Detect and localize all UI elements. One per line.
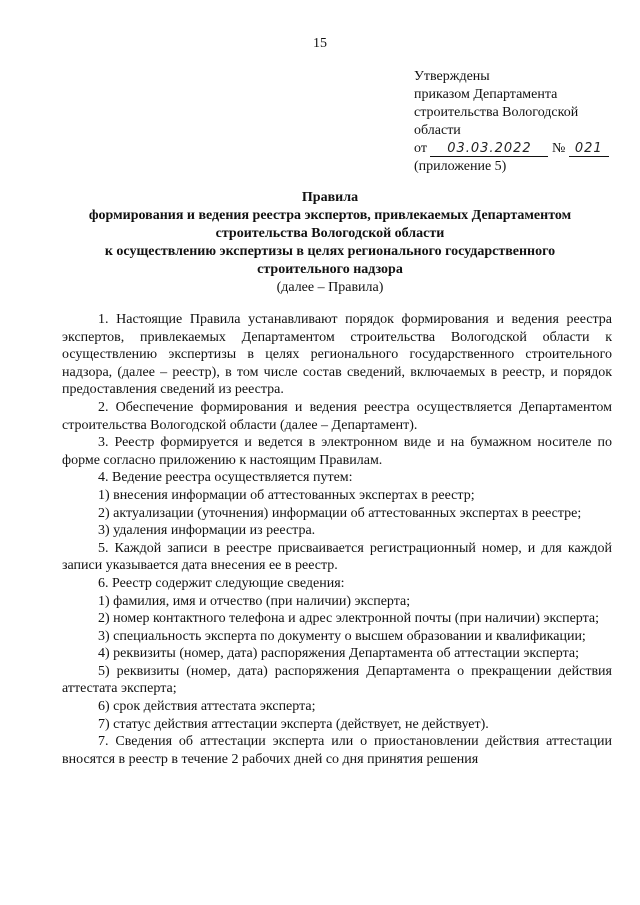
title-line-6: (далее – Правила) — [276, 280, 384, 295]
paragraph: 3) специальность эксперта по документу о высшем образовании и квалификации; — [98, 628, 586, 644]
paragraph: 4) реквизиты (номер, дата) распоряжения Департамента об аттестации эксперта; — [98, 646, 579, 662]
paragraph: 3. Реестр формируется и ведется в электронном виде и на бумажном носителе по форме согласно приложению к настоящим Правилам. — [62, 435, 612, 468]
paragraph: 6. Реестр содержит следующие сведения: — [98, 575, 345, 591]
paragraph: 4. Ведение реестра осуществляется путем: — [98, 470, 353, 486]
title-line-5: строительного надзора — [257, 262, 403, 277]
title-line-4: к осуществлению экспертизы в целях регионального государственного — [104, 244, 556, 259]
paragraph: 7. Сведения об аттестации эксперта или о приостановлении действия аттестации вносятся в реестр в течение 2 рабочих дней со дня принятия решения — [62, 734, 612, 767]
approval-line-2: приказом Департамента — [414, 87, 558, 102]
paragraph: 5) реквизиты (номер, дата) распоряжения Департамента о прекращении действия аттестата эксперта; — [62, 663, 612, 697]
paragraph: 1) внесения информации об аттестованных экспертах в реестр; — [98, 487, 475, 503]
approval-line-4: области — [414, 123, 461, 138]
paragraph: 1) фамилия, имя и отчество (при наличии) эксперта; — [98, 593, 411, 609]
number-sign: № — [551, 141, 566, 156]
paragraph: 2) актуализации (уточнения) информации об аттестованных экспертах в реестре; — [98, 505, 582, 521]
rules-body — [62, 311, 612, 768]
approval-date: 03.03.2022 — [430, 141, 548, 157]
paragraph: 7) статус действия аттестации эксперта (действует, не действует). — [98, 716, 489, 732]
paragraph: 2. Обеспечение формирования и ведения реестра осуществляется Департаментом строительства Вологодской области (далее – Департамент). — [62, 399, 612, 433]
approval-number: 021 — [569, 141, 609, 157]
page-number: 15 — [313, 36, 327, 51]
paragraph: 2) номер контактного телефона и адрес электронной почты (при наличии) эксперта; — [98, 611, 600, 627]
paragraph: 6) срок действия аттестата эксперта; — [98, 699, 316, 715]
approval-stamp-block — [414, 68, 609, 176]
rules-title — [40, 189, 620, 297]
paragraph: 5. Каждой записи в реестре присваивается регистрационный номер, и для каждой записи указывается дата внесения ее в реестр. — [62, 540, 612, 574]
approval-date-line — [414, 140, 609, 158]
title-line-3: строительства Вологодской области — [215, 226, 445, 241]
title-line-1: Правила — [301, 190, 359, 205]
from-label: от — [414, 141, 427, 156]
approval-line-1: Утверждены — [414, 69, 490, 84]
title-line-2: формирования и ведения реестра экспертов, привлекаемых Департаментом — [88, 208, 572, 223]
paragraph: 1. Настоящие Правила устанавливают порядок формирования и ведения реестра экспертов, привлекаемых Департаментом строительства Вологодской области к осуществлению экспертизы в целях регионального государственного строительного надзора, (далее – реестр), в том числе состав сведений, включаемых в реестр, и порядок предоставления сведений из реестра. — [62, 312, 612, 398]
paragraph: 3) удаления информации из реестра. — [98, 523, 316, 539]
approval-line-3: строительства Вологодской — [414, 105, 579, 120]
approval-appendix: (приложение 5) — [414, 159, 507, 174]
